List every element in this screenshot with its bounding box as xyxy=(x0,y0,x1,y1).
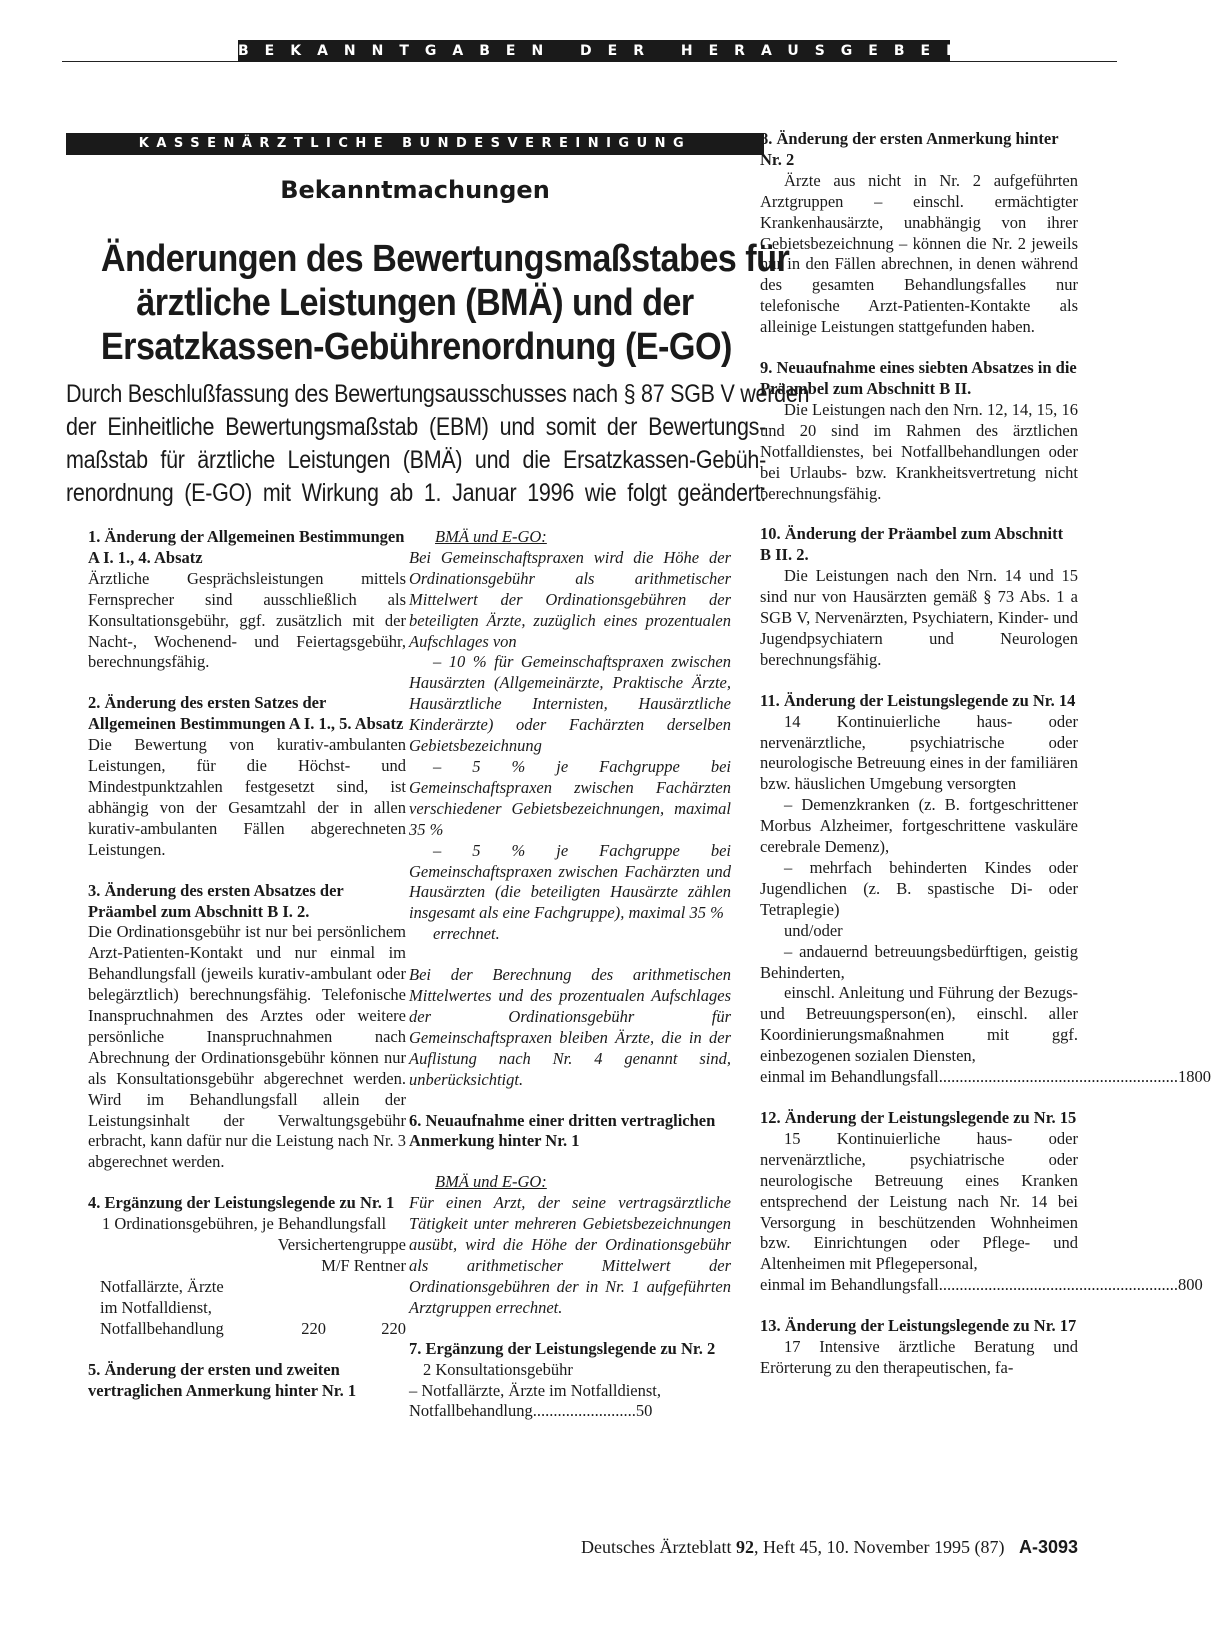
table-row xyxy=(88,1277,406,1298)
headline-line-2: ärztliche Leistungen (BMÄ) und der xyxy=(136,282,694,324)
section-11-item-2: – mehrfach behinderten Kindes oder Jugendlichen (z. B. spastische Di- oder Tetraplegie) xyxy=(760,858,1078,919)
section-12-text: 15 Kontinuierliche haus- oder nervenärztliche, psychiatrische oder neurologische Betreuung eines Kranken entsprechend der Leistung nach Nr. 14 bei Versorgung in beschützenden Wohnheimen bzw. Einrichtungen oder Pflege- und Altenheimen mit Pflegepersonal, xyxy=(760,1128,1078,1274)
col2-paragraph-2: – 10 % für Gemeinschaftspraxen zwischen Hausärzten (Allgemeinärzte, Praktische Ärzte, Hausärztliche Internisten, Hausärztliche Kinderärzte) oder Fachärzten derselben Gebietsbezeichnung xyxy=(409,652,731,756)
article-headline xyxy=(100,237,790,369)
table-row xyxy=(88,1319,406,1340)
section-11-fee-label: einmal im Behandlungsfall xyxy=(760,1067,939,1087)
table-cell-label: im Notfalldienst, xyxy=(100,1297,212,1317)
col2-paragraph-5: errechnet. xyxy=(433,924,500,944)
section-11-item-5: einschl. Anleitung und Führung der Bezugs- und Betreuungsperson(en), einschl. aller Koordinierungsmaßnahmen mit ggf. einbezogenen sozialen Diensten, xyxy=(760,983,1078,1066)
col2-paragraph-6: Bei der Berechnung des arithmetischen Mittelwertes und des prozentualen Aufschlages der Ordinationsgebühr für Gemeinschaftspraxen bleiben Ärzte, die in der Auflistung nach Nr. 4 genannt sind, unberücksichtigt. xyxy=(409,965,731,1089)
section-7-text: 2 Konsultationsgebühr xyxy=(423,1359,573,1379)
bma-label-2: BMÄ und E-GO: xyxy=(435,1172,547,1192)
section-7-heading: 7. Ergänzung der Leistungslegende zu Nr. 2 xyxy=(409,1338,716,1358)
section-7-value: 50 xyxy=(635,1401,653,1421)
section-3-text: Die Ordinationsgebühr ist nur bei persönlichem Arzt-Patienten-Kontakt und nur einmal im Behandlungsfall (jeweils kurativ-ambulant oder belegärztlich) berechnungsfähig. Telefonische Inanspruchnahmen des Arztes oder weitere persönliche Inanspruchnahmen nach Abrechnung der Ordinationsgebühr können nur als Konsultationsgebühr abgerechnet werden. Wird im Behandlungsfall allein der Leistungsinhalt der Verwaltungsgebühr erbracht, kann dafür nur die Leistung nach Nr. 3 abgerechnet werden. xyxy=(88,922,406,1172)
table-header-2: M/F Rentner xyxy=(321,1256,406,1275)
section-11-item-3: und/oder xyxy=(784,920,843,940)
section-8-text: Ärzte aus nicht in Nr. 2 aufgeführten Arztgruppen – einschl. ermächtigter Krankenhausärzte, unabhängig von ihrer Gebietsbezeichnung – können die Nr. 2 jeweils nur in den Fällen abrechnen, in denen während des gesamten Behandlungsfalles nur telefonische Arzt-Patienten-Kontakte als alleinige Leistungen stattgefunden haben. xyxy=(760,170,1078,337)
section-12-fee-value: 800 xyxy=(1177,1275,1203,1295)
column-2: BMÄ und E-GO: Bei Gemeinschaftspraxen wird die Höhe der Ordinationsgebühr als arithmetischer Mittelwert der Ordinationsgebühren der beteiligten Ärzte, zuzüglich eines prozentualen Aufschlages von – 10 % für Gemeinschaftspraxen zwischen Hausärzten (Allgemeinärzte, Praktische Ärzte, Hausärztliche Internisten, Hausärztliche Kinderärzte) oder Fachärzten derselben Gebietsbezeichnung – 5 % je Fachgruppe bei Gemeinschaftspraxen zwischen Fachärzten verschiedener Gebietsbezeichnungen, maximal 35 % – 5 % je Fachgruppe bei Gemeinschaftspraxen zwischen Fachärzten und Hausärzten (die beteiligten Hausärzte zählen insgesamt als eine Fachgruppe), maximal 35 % errechnet. Bei der Berechnung des arithmetischen Mittelwertes und des prozentualen Aufschlages der Ordinationsgebühr für Gemeinschaftspraxen bleiben Ärzte, die in der Auflistung nach Nr. 4 genannt sind, unberücksichtigt. 6. Neuaufnahme einer dritten vertraglichen Anmerkung hinter Nr. 1 BMÄ und E-GO: Für einen Arzt, der seine vertragsärztliche Tätigkeit unter mehreren Gebietsbezeichnungen ausübt, wird die Höhe der Ordinationsgebühr als arithmetischer Mittelwert der Ordinationsgebühren der in Nr. 1 aufgeführten Arztgruppen errechnet. 7. Ergänzung der Leistungslegende zu Nr. 2 2 Konsultationsgebühr – Notfallärzte, Ärzte im Notfalldienst, Notfallbehandlung.........................50 xyxy=(409,527,731,1421)
section-2-heading: 2. Änderung des ersten Satzes der Allgemeinen Bestimmungen A I. 1., 5. Absatz xyxy=(88,693,404,734)
section-3-heading: 3. Änderung des ersten Absatzes der Präambel zum Abschnitt B I. 2. xyxy=(88,880,344,921)
page-footer xyxy=(470,1536,1078,1558)
column-1 xyxy=(88,527,406,1401)
section-4-heading: 4. Ergänzung der Leistungslegende zu Nr. 1 xyxy=(88,1193,395,1213)
section-13-heading: 13. Änderung der Leistungslegende zu Nr. 17 xyxy=(760,1316,1077,1336)
section-1-heading: 1. Änderung der Allgemeinen Bestimmungen A I. 1., 4. Absatz xyxy=(88,527,405,567)
col2-paragraph-1: Bei Gemeinschaftspraxen wird die Höhe der Ordinationsgebühr als arithmetischer Mittelwert der Ordinationsgebühren der beteiligten Ärzte, zuzüglich eines prozentualen Aufschlages von xyxy=(409,547,731,651)
footer-volume: 92 xyxy=(736,1537,754,1557)
section-6-heading: 6. Neuaufnahme einer dritten vertraglichen Anmerkung hinter Nr. 1 xyxy=(409,1110,716,1151)
section-1-text: Ärztliche Gesprächsleistungen mittels Fernsprecher sind ausschließlich als Konsultationsgebühr, ggf. zusätzlich mit der Nacht-, Wochenend- und Feiertagsgebühr, berechnungsfähig. xyxy=(88,568,406,672)
section-9-heading: 9. Neuaufnahme eines siebten Absatzes in die Präambel zum Abschnitt B II. xyxy=(760,358,1077,398)
section-10-text: Die Leistungen nach den Nrn. 14 und 15 sind nur von Hausärzten gemäß § 73 Abs. 1 a SGB V, Nervenärzten, Psychiatern, Kinder- und Jugendpsychiatern und Neurologen berechnungsfähig. xyxy=(760,566,1078,669)
lead-line-4: renordnung (E-GO) mit Wirkung ab 1. Januar 1996 wie folgt geändert: xyxy=(66,479,767,507)
section-11-text: 14 Kontinuierliche haus- oder nervenärztliche, psychiatrische oder neurologische Betreuung eines in der familiären bzw. häuslichen Umgebung versorgten xyxy=(760,711,1078,794)
section-12-fee-line: einmal im Behandlungsfall .......................................................... 800 xyxy=(760,1275,1203,1295)
lead-line-3: maßstab für ärztliche Leistungen (BMÄ) und die Ersatzkassen-Gebüh- xyxy=(66,446,767,474)
article-lead xyxy=(66,378,810,510)
col2-paragraph-7: Für einen Arzt, der seine vertragsärztliche Tätigkeit unter mehreren Gebietsbezeichnungen ausübt, wird die Höhe der Ordinationsgebühr als arithmetischer Mittelwert der Ordinationsgebühren der in Nr. 1 aufgeführten Arztgruppen errechnet. xyxy=(409,1193,731,1317)
table-cell-label: Notfallbehandlung xyxy=(100,1318,224,1338)
headline-line-3: Ersatzkassen-Gebührenordnung (E-GO) xyxy=(100,326,732,368)
section-11-item-1: – Demenzkranken (z. B. fortgeschrittener Morbus Alzheimer, fortgeschrittene vaskuläre cerebrale Demenz), xyxy=(760,795,1078,857)
section-11-fee-value: 1800 xyxy=(1177,1067,1211,1087)
section-7-item: – Notfallärzte, Ärzte im Notfalldienst, Notfallbehandlung xyxy=(409,1380,661,1421)
section-11-fee-line: einmal im Behandlungsfall .......................................................... 1800 xyxy=(760,1067,1211,1087)
footer-journal: Deutsches Ärzteblatt xyxy=(581,1537,732,1557)
col2-paragraph-3: – 5 % je Fachgruppe bei Gemeinschaftspraxen zwischen Fachärzten verschiedener Gebietsbezeichnungen, maximal 35 % xyxy=(409,756,731,839)
table-cell-label: Notfallärzte, Ärzte xyxy=(100,1276,224,1296)
lead-line-1: Durch Beschlußfassung des Bewertungsausschusses nach § 87 SGB V werden xyxy=(66,380,810,408)
section-11-item-4: – andauernd betreuungsbedürftigen, geistig Behinderten, xyxy=(760,941,1078,982)
section-4-text: 1 Ordinationsgebühren, je Behandlungsfall xyxy=(102,1214,387,1234)
column-3 xyxy=(760,129,1211,1379)
section-10-heading: 10. Änderung der Präambel zum Abschnitt B II. 2. xyxy=(760,524,1064,565)
section-9-text: Die Leistungen nach den Nrn. 12, 14, 15, 16 und 20 sind im Rahmen des ärztlichen Notfalldienstes, bei Notfallbehandlungen oder bei Urlaubs- bzw. Krankheitsvertretung nicht berechnungsfähig. xyxy=(760,399,1078,503)
header-banner: BEKANNTGABEN DER HERAUSGEBER xyxy=(238,40,950,62)
headline-line-1: Änderungen des Bewertungsmaßstabes für xyxy=(100,238,790,280)
section-11-heading: 11. Änderung der Leistungslegende zu Nr. 14 xyxy=(760,690,1076,710)
footer-issue: , Heft 45, 10. November 1995 (87) xyxy=(754,1537,1005,1557)
table-row xyxy=(88,1298,406,1319)
section-5-heading: 5. Änderung der ersten und zweiten vertraglichen Anmerkung hinter Nr. 1 xyxy=(88,1359,357,1400)
bma-label-1: BMÄ und E-GO: xyxy=(435,527,547,546)
table-header-1: Versichertengruppe xyxy=(277,1235,406,1255)
table-cell-mf: 220 xyxy=(301,1318,326,1338)
footer-page-number: A-3093 xyxy=(1018,1537,1078,1557)
section-8-heading: 8. Änderung der ersten Anmerkung hinter Nr. 2 xyxy=(760,129,1059,169)
col2-paragraph-4: – 5 % je Fachgruppe bei Gemeinschaftspraxen zwischen Fachärzten und Hausärzten (die beteiligten Hausärzte zählen insgesamt als eine Fachgruppe), maximal 35 % xyxy=(409,840,731,923)
section-banner: KASSENÄRZTLICHE BUNDESVEREINIGUNG xyxy=(66,133,764,155)
section-12-fee-label: einmal im Behandlungsfall xyxy=(760,1275,939,1295)
section-12-heading: 12. Änderung der Leistungslegende zu Nr. 15 xyxy=(760,1107,1077,1127)
section-13-text: 17 Intensive ärztliche Beratung und Erörterung zu den therapeutischen, fa- xyxy=(760,1337,1078,1377)
section-2-text: Die Bewertung von kurativ-ambulanten Leistungen, für die Höchst- und Mindestpunktzahlen festgesetzt sind, ist abhängig von der Gesamtzahl der in allen kurativ-ambulanten Fällen abgerechneten Leistungen. xyxy=(88,735,406,859)
lead-line-2: der Einheitliche Bewertungsmaßstab (EBM) und somit der Bewertungs- xyxy=(66,413,767,441)
article-kicker: Bekanntmachungen xyxy=(280,176,550,204)
table-cell-rentner: 220 xyxy=(381,1318,406,1338)
